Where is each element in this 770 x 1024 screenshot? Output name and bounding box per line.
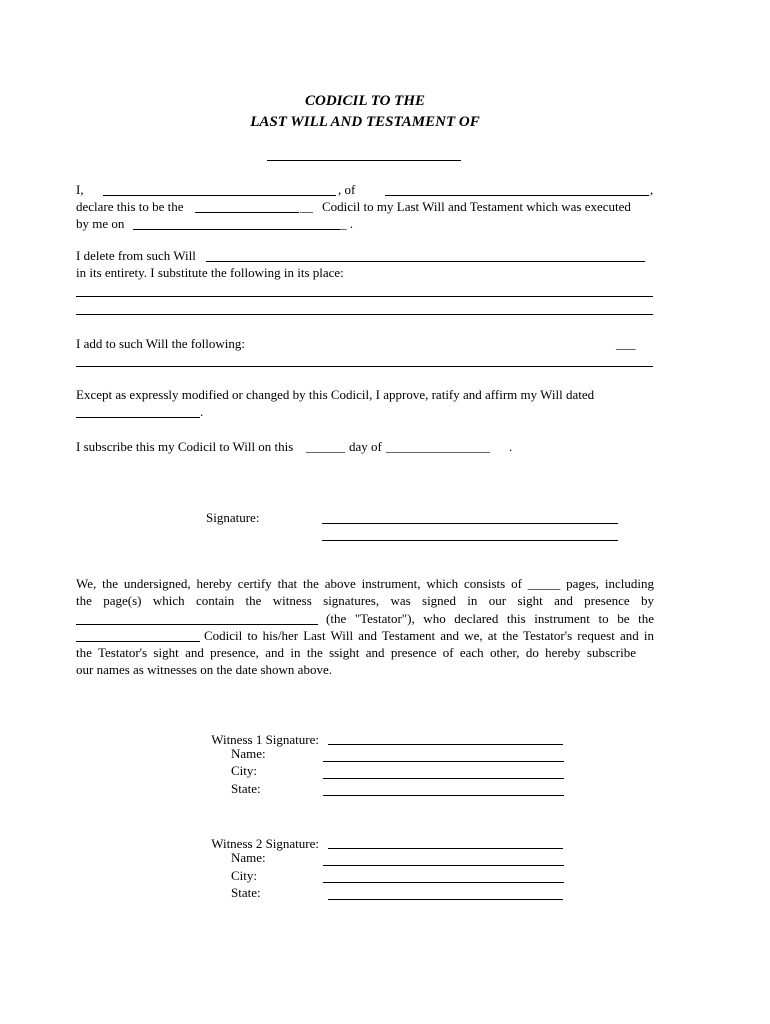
attestation-line-6: our names as witnesses on the date shown above. bbox=[76, 662, 332, 677]
declarant-address-blank[interactable] bbox=[385, 195, 649, 196]
attestation-line-3: (the "Testator"), who declared this instrument to be the bbox=[326, 611, 654, 626]
will-dated-suffix: . bbox=[200, 404, 204, 419]
add-short-blank[interactable]: ___ bbox=[616, 336, 636, 351]
testator-name-attest-blank[interactable] bbox=[76, 624, 318, 625]
declarant-name-blank[interactable] bbox=[103, 195, 336, 196]
delete-label: I delete from such Will bbox=[76, 248, 196, 263]
attestation-line-1: We, the undersigned, hereby certify that the above instrument, which consists of _____ pages, including bbox=[76, 576, 654, 591]
subscribe-day-of: day of bbox=[349, 439, 382, 454]
declare-text: declare this to be the bbox=[76, 199, 184, 214]
title-line-2: LAST WILL AND TESTAMENT OF bbox=[250, 114, 480, 130]
declaration-comma: , bbox=[650, 182, 654, 197]
attestation-line-5: the Testator's sight and presence, and in the ssight and presence of each other, do hereby subscribe bbox=[76, 645, 636, 660]
attestation-line-4: Codicil to his/her Last Will and Testament and we, at the Testator's request and in bbox=[204, 628, 654, 643]
declaration-of-label: , of bbox=[338, 182, 356, 197]
subscribe-day-blank[interactable]: ______ bbox=[306, 439, 345, 454]
attestation-paragraph bbox=[76, 576, 654, 609]
except-text: Except as expressly modified or changed by this Codicil, I approve, ratify and affirm my Will dated bbox=[76, 387, 595, 402]
codicil-number-suffix: __ bbox=[300, 199, 313, 214]
witness1-city-label: City: bbox=[231, 763, 258, 778]
testator-signature-blank-2[interactable] bbox=[322, 540, 618, 541]
signature-label: Signature: bbox=[206, 510, 260, 525]
by-me-on-label: by me on bbox=[76, 216, 125, 231]
witness2-state-label: State: bbox=[231, 885, 261, 900]
testator-signature-blank[interactable] bbox=[322, 523, 618, 524]
witness1-name-blank[interactable] bbox=[323, 761, 564, 762]
add-blank[interactable] bbox=[76, 366, 653, 367]
subscribe-text: I subscribe this my Codicil to Will on this bbox=[76, 439, 294, 454]
witness2-name-blank[interactable] bbox=[323, 865, 564, 866]
subscribe-month-blank[interactable]: ________________ bbox=[386, 439, 490, 454]
subscribe-period: . bbox=[509, 439, 513, 454]
substitute-text: in its entirety. I substitute the following in its place: bbox=[76, 265, 344, 280]
by-me-on-suffix: _ . bbox=[340, 216, 353, 231]
codicil-executed-text: Codicil to my Last Will and Testament which was executed bbox=[322, 199, 631, 214]
witness1-city-blank[interactable] bbox=[323, 778, 564, 779]
add-label: I add to such Will the following: bbox=[76, 336, 245, 351]
witness1-state-label: State: bbox=[231, 781, 261, 796]
codicil-ordinal-blank[interactable] bbox=[76, 641, 200, 642]
witness1-state-blank[interactable] bbox=[323, 795, 564, 796]
witness2-signature-label: Witness 2 Signature: bbox=[211, 836, 319, 851]
witness1-signature-label: Witness 1 Signature: bbox=[211, 732, 319, 747]
witness2-signature-blank[interactable] bbox=[328, 848, 563, 849]
witness1-signature-blank[interactable] bbox=[328, 744, 563, 745]
witness1-name-label: Name: bbox=[231, 746, 266, 761]
codicil-number-blank[interactable] bbox=[195, 212, 299, 213]
testator-name-blank[interactable] bbox=[267, 160, 461, 161]
will-executed-date-blank[interactable] bbox=[133, 229, 340, 230]
title-line-1: CODICIL TO THE bbox=[304, 93, 425, 109]
attestation-line-2: the page(s) which contain the witness signatures, was signed in our sight and presence by bbox=[76, 592, 654, 608]
witness2-state-blank[interactable] bbox=[328, 899, 563, 900]
will-dated-blank[interactable] bbox=[76, 417, 200, 418]
witness2-city-label: City: bbox=[231, 868, 258, 883]
witness2-city-blank[interactable] bbox=[323, 882, 564, 883]
substitute-blank-1[interactable] bbox=[76, 296, 653, 297]
substitute-blank-2[interactable] bbox=[76, 314, 653, 315]
declaration-i-label: I, bbox=[76, 182, 84, 197]
delete-blank[interactable] bbox=[206, 261, 645, 262]
witness2-name-label: Name: bbox=[231, 850, 266, 865]
